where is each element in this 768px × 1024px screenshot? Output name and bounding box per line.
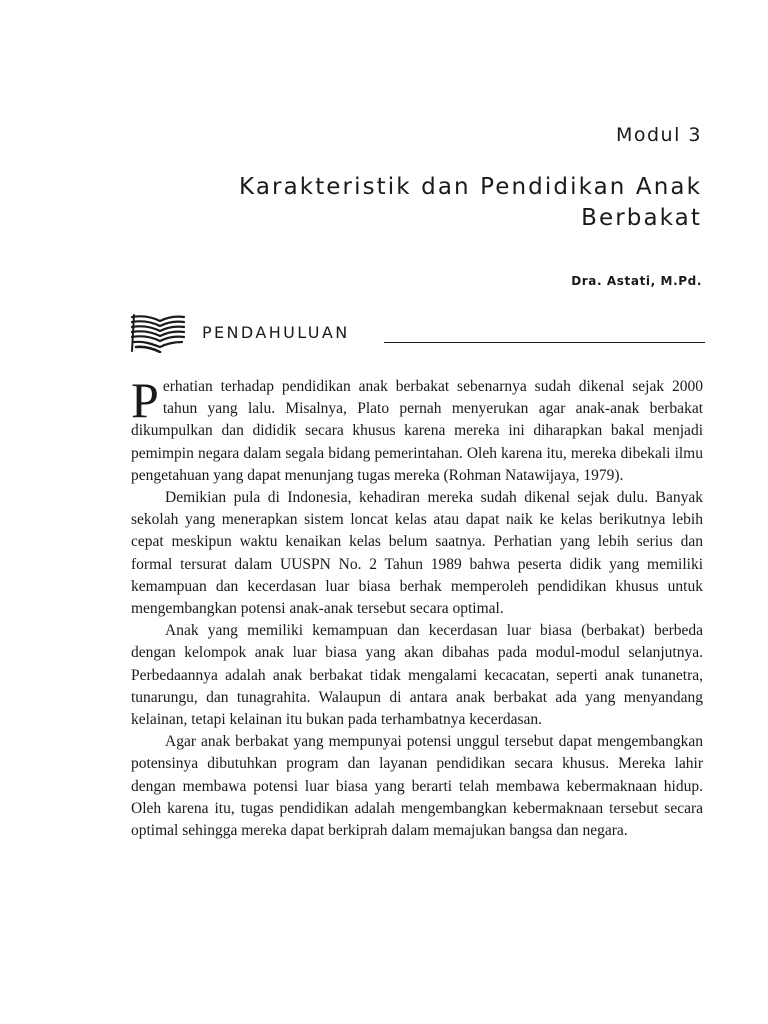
open-book-icon — [130, 313, 186, 353]
paragraph-4: Agar anak berbakat yang mempunyai potensi unggul tersebut dapat mengembangkan potensinya dibutuhkan program dan layanan pendidikan secara khusus. Mereka lahir dengan membawa potensi luar biasa yang berarti telah membawa kebermaknaan hidup. Oleh karena itu, tugas pendidikan adalah mengembangkan kebermaknaan tersebut secara optimal sehingga mereka dapat berkiprah dalam memajukan bangsa dan negara. — [131, 733, 703, 840]
section-divider — [384, 342, 705, 343]
section-title: PENDAHULUAN — [202, 323, 350, 342]
paragraph-1-text: erhatian terhadap pendidikan anak berbakat sebenarnya sudah dikenal sejak 2000 tahun yang lalu. Misalnya, Plato pernah menyerukan agar anak-anak berbakat dikumpulkan dan dididik secara khusus karena mereka ini diharapkan bakal menjadi pemimpin negara dalam segala bidang pemerintahan. Oleh karena itu, mereka dibekali ilmu pengetahuan yang dapat menunjang tugas mereka (Rohman Natawijaya, 1979). — [131, 378, 703, 484]
section-heading — [130, 313, 705, 353]
drop-cap: P — [131, 372, 159, 428]
paragraph-2: Demikian pula di Indonesia, kehadiran mereka sudah dikenal sejak dulu. Banyak sekolah yang menerapkan sistem loncat kelas atau dapat naik ke kelas berikutnya lebih cepat meskipun waktu kenaikan kelas belum saatnya. Perhatian yang lebih serius dan formal tersurat dalam UUSPN No. 2 Tahun 1989 bahwa peserta didik yang memiliki kemampuan dan kecerdasan luar biasa berhak memperoleh pendidikan khusus untuk mengembangkan potensi anak-anak tersebut secara optimal. — [131, 489, 703, 618]
paragraph-3: Anak yang memiliki kemampuan dan kecerdasan luar biasa (berbakat) berbeda dengan kelompok anak luar biasa yang akan dibahas pada modul-modul selanjutnya. Perbedaannya adalah anak berbakat tidak mengalami kecacatan, seperti anak tunanetra, tunarungu, dan tunagrahita. Walaupun di antara anak berbakat ada yang menyandang kelainan, tetapi kelainan itu bukan pada terhambatnya kecerdasan. — [131, 622, 703, 729]
page-title — [142, 172, 702, 234]
paragraph-1 — [131, 372, 703, 487]
module-label: Modul 3 — [615, 124, 702, 146]
body-text — [131, 372, 703, 842]
author-name: Dra. Astati, M.Pd. — [571, 274, 702, 288]
page-title-line-2: Berbakat — [581, 205, 702, 231]
page-title-line-1: Karakteristik dan Pendidikan Anak — [239, 174, 702, 200]
